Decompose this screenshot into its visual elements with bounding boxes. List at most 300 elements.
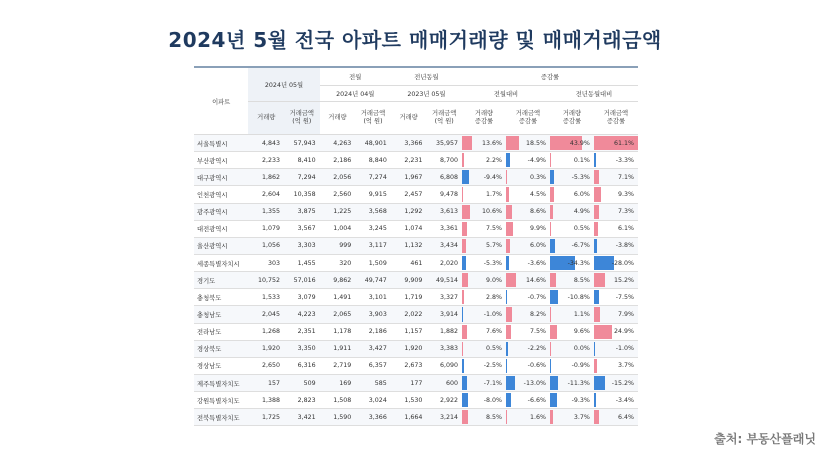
cell-a23-05: 6,090 xyxy=(426,357,462,374)
rate-value: -0.7% xyxy=(527,293,546,301)
table-row xyxy=(194,323,638,340)
cell-a23-05: 8,700 xyxy=(426,152,462,169)
rate-value: 2.8% xyxy=(485,293,502,301)
cell-yoy-a-rate xyxy=(594,220,638,237)
cell-a23-05: 2,020 xyxy=(426,254,462,271)
cell-mom-v-rate xyxy=(462,272,506,289)
cell-mom-v-rate xyxy=(462,409,506,426)
cell-v24-04: 1,178 xyxy=(320,323,356,340)
cell-yoy-v-rate xyxy=(550,392,594,409)
rate-value: -9.3% xyxy=(571,396,590,404)
rate-bar xyxy=(550,307,551,321)
volume-rate-col-header: 거래량 증감률 xyxy=(462,102,506,135)
cell-v23-05: 1,719 xyxy=(391,289,427,306)
rate-bar xyxy=(550,290,558,304)
cell-yoy-a-rate xyxy=(594,323,638,340)
cell-v24-04: 1,590 xyxy=(320,409,356,426)
region-name: 인천광역시 xyxy=(194,186,248,203)
rate-bar xyxy=(594,376,605,390)
cell-v24-04: 4,263 xyxy=(320,135,356,152)
rate-value: -2.5% xyxy=(483,362,502,370)
rate-value: -3.4% xyxy=(615,396,634,404)
cell-a23-05: 49,514 xyxy=(426,272,462,289)
cell-mom-a-rate xyxy=(506,152,550,169)
volume-col-header: 거래량 xyxy=(391,102,427,135)
cell-a24-05: 1,455 xyxy=(284,254,320,271)
rate-bar xyxy=(594,205,599,219)
rate-value: -0.9% xyxy=(571,362,590,370)
rate-bar xyxy=(462,170,469,184)
amount-col-header: 거래금액 (억 원) xyxy=(284,102,320,135)
rate-value: 3.7% xyxy=(618,362,634,370)
cell-yoy-v-rate xyxy=(550,357,594,374)
rate-value: 6.4% xyxy=(618,413,634,421)
rate-value: 43.9% xyxy=(569,139,590,147)
amount-rate-col-header: 거래금액 증감률 xyxy=(594,102,638,135)
rate-bar xyxy=(550,342,551,356)
cell-a24-04: 3,427 xyxy=(355,340,391,357)
rate-value: -7.1% xyxy=(483,379,502,387)
cell-v24-04: 2,056 xyxy=(320,169,356,186)
rate-value: 15.2% xyxy=(613,276,634,284)
rate-value: 0.1% xyxy=(573,156,590,164)
cell-mom-v-rate xyxy=(462,340,506,357)
cell-yoy-v-rate xyxy=(550,186,594,203)
rate-value: 0.3% xyxy=(529,173,546,181)
cell-a24-05: 3,079 xyxy=(284,289,320,306)
cell-a24-05: 3,350 xyxy=(284,340,320,357)
rate-bar xyxy=(550,410,553,424)
cell-v24-05: 1,388 xyxy=(248,392,284,409)
rate-bar xyxy=(506,205,512,219)
cell-v24-04: 320 xyxy=(320,254,356,271)
cell-yoy-a-rate xyxy=(594,272,638,289)
cell-yoy-a-rate xyxy=(594,289,638,306)
amount-col-header: 거래금액 (억 원) xyxy=(426,102,462,135)
rate-value: 9.0% xyxy=(485,276,502,284)
cell-v24-05: 1,862 xyxy=(248,169,284,186)
cell-mom-v-rate xyxy=(462,323,506,340)
cell-v24-05: 2,045 xyxy=(248,306,284,323)
rate-bar xyxy=(462,410,468,424)
region-name: 충청남도 xyxy=(194,306,248,323)
rate-value: 7.5% xyxy=(529,328,546,336)
table-row xyxy=(194,306,638,323)
cell-v24-04: 1,004 xyxy=(320,220,356,237)
cell-v24-04: 1,508 xyxy=(320,392,356,409)
cell-v23-05: 2,022 xyxy=(391,306,427,323)
cell-v24-04: 169 xyxy=(320,374,356,391)
region-name: 광주광역시 xyxy=(194,203,248,220)
rate-value: -1.0% xyxy=(615,345,634,353)
cell-v23-05: 1,292 xyxy=(391,203,427,220)
table-row xyxy=(194,220,638,237)
region-name: 충청북도 xyxy=(194,289,248,306)
cell-v24-04: 2,560 xyxy=(320,186,356,203)
cell-a24-04: 3,366 xyxy=(355,409,391,426)
rate-value: -11.3% xyxy=(567,379,590,387)
rate-bar xyxy=(550,239,555,253)
cell-mom-a-rate xyxy=(506,272,550,289)
cell-v24-05: 157 xyxy=(248,374,284,391)
cell-mom-v-rate xyxy=(462,203,506,220)
rate-value: -8.0% xyxy=(483,396,502,404)
cell-a24-04: 1,509 xyxy=(355,254,391,271)
source-credit: 출처: 부동산플래닛 xyxy=(714,432,816,446)
rate-value: -3.8% xyxy=(615,242,634,250)
cell-mom-v-rate xyxy=(462,135,506,152)
cell-mom-a-rate xyxy=(506,323,550,340)
cell-v24-05: 1,268 xyxy=(248,323,284,340)
cell-mom-v-rate xyxy=(462,186,506,203)
rate-value: 7.1% xyxy=(618,173,634,181)
cell-a24-04: 8,840 xyxy=(355,152,391,169)
april-2024-header: 2024년 04월 xyxy=(320,86,391,102)
cell-a24-04: 6,357 xyxy=(355,357,391,374)
rate-value: 1.1% xyxy=(573,310,590,318)
apartment-trade-table xyxy=(194,66,638,426)
cell-a24-04: 48,901 xyxy=(355,135,391,152)
table-row xyxy=(194,357,638,374)
cell-a24-05: 7,294 xyxy=(284,169,320,186)
rate-bar xyxy=(594,393,596,407)
rate-bar xyxy=(462,393,468,407)
cell-v24-04: 2,065 xyxy=(320,306,356,323)
table-row xyxy=(194,254,638,271)
table-row xyxy=(194,289,638,306)
rate-bar xyxy=(594,187,601,201)
prev-year-month-header: 전년동월 xyxy=(391,67,462,86)
cell-v24-05: 2,233 xyxy=(248,152,284,169)
region-name: 제주특별자치도 xyxy=(194,374,248,391)
cell-v24-05: 1,725 xyxy=(248,409,284,426)
cell-v24-05: 1,533 xyxy=(248,289,284,306)
rate-bar xyxy=(506,342,508,356)
rate-value: 6.1% xyxy=(618,225,634,233)
cell-a24-05: 8,410 xyxy=(284,152,320,169)
cell-v24-05: 10,752 xyxy=(248,272,284,289)
prev-month-header: 전월 xyxy=(320,67,391,86)
table-body xyxy=(194,135,638,426)
rate-value: 61.1% xyxy=(613,139,634,147)
cell-v23-05: 3,366 xyxy=(391,135,427,152)
rate-value: -15.2% xyxy=(611,379,634,387)
rate-value: -5.3% xyxy=(571,173,590,181)
rate-value: -0.6% xyxy=(527,362,546,370)
cell-a23-05: 6,808 xyxy=(426,169,462,186)
rate-bar xyxy=(594,153,596,167)
rate-value: -1.0% xyxy=(483,310,502,318)
rate-bar xyxy=(506,239,510,253)
cell-a24-05: 57,016 xyxy=(284,272,320,289)
cell-yoy-a-rate xyxy=(594,186,638,203)
cell-mom-a-rate xyxy=(506,169,550,186)
rate-bar xyxy=(506,307,512,321)
cell-mom-v-rate xyxy=(462,152,506,169)
cell-yoy-a-rate xyxy=(594,203,638,220)
rate-value: -3.3% xyxy=(615,156,634,164)
rate-bar xyxy=(462,359,464,373)
cell-yoy-a-rate xyxy=(594,169,638,186)
cell-yoy-a-rate xyxy=(594,306,638,323)
cell-yoy-v-rate xyxy=(550,254,594,271)
region-name: 경상남도 xyxy=(194,357,248,374)
rate-value: -28.0% xyxy=(611,259,634,267)
cell-mom-v-rate xyxy=(462,237,506,254)
cell-mom-a-rate xyxy=(506,135,550,152)
region-name: 경기도 xyxy=(194,272,248,289)
rate-value: 14.6% xyxy=(525,276,546,284)
rate-value: 2.2% xyxy=(485,156,502,164)
cell-a23-05: 3,327 xyxy=(426,289,462,306)
cell-a24-05: 2,351 xyxy=(284,323,320,340)
rate-value: 4.9% xyxy=(573,208,590,216)
cell-v24-04: 2,186 xyxy=(320,152,356,169)
change-rate-header: 증감률 xyxy=(462,67,638,86)
rate-value: -13.0% xyxy=(523,379,546,387)
rate-bar xyxy=(462,222,467,236)
volume-col-header: 거래량 xyxy=(248,102,284,135)
rate-bar xyxy=(506,393,511,407)
rate-bar xyxy=(506,290,507,304)
region-name: 서울특별시 xyxy=(194,135,248,152)
cell-a24-05: 2,823 xyxy=(284,392,320,409)
region-name: 강원특별자치도 xyxy=(194,392,248,409)
rate-value: 7.5% xyxy=(485,225,502,233)
rate-value: 8.6% xyxy=(529,208,546,216)
cell-v24-04: 1,225 xyxy=(320,203,356,220)
cell-a24-04: 585 xyxy=(355,374,391,391)
rate-value: 7.9% xyxy=(618,310,634,318)
cell-a24-05: 10,358 xyxy=(284,186,320,203)
table-row xyxy=(194,135,638,152)
rate-value: -9.4% xyxy=(483,173,502,181)
rate-bar xyxy=(550,359,551,373)
table-row xyxy=(194,392,638,409)
cell-mom-a-rate xyxy=(506,289,550,306)
rate-bar xyxy=(550,273,556,287)
rate-bar xyxy=(550,153,551,167)
rate-value: -4.9% xyxy=(527,156,546,164)
cell-a24-05: 4,223 xyxy=(284,306,320,323)
cell-mom-a-rate xyxy=(506,306,550,323)
cell-yoy-a-rate xyxy=(594,254,638,271)
cell-mom-a-rate xyxy=(506,203,550,220)
rate-value: 1.7% xyxy=(485,190,502,198)
rate-value: -34.3% xyxy=(567,259,590,267)
region-name: 전라남도 xyxy=(194,323,248,340)
rate-value: 6.0% xyxy=(573,190,590,198)
cell-v23-05: 1,920 xyxy=(391,340,427,357)
region-name: 세종특별자치시 xyxy=(194,254,248,271)
cell-mom-a-rate xyxy=(506,254,550,271)
cell-yoy-a-rate xyxy=(594,237,638,254)
region-name: 울산광역시 xyxy=(194,237,248,254)
cell-mom-v-rate xyxy=(462,254,506,271)
cell-yoy-a-rate xyxy=(594,409,638,426)
cell-a24-05: 57,943 xyxy=(284,135,320,152)
rate-bar xyxy=(594,325,612,339)
rate-value: 7.3% xyxy=(618,208,634,216)
rate-bar xyxy=(506,410,507,424)
rate-value: 9.9% xyxy=(529,225,546,233)
table-row xyxy=(194,374,638,391)
vs-prev-year-month-header: 전년동월대비 xyxy=(550,86,638,102)
cell-a23-05: 2,922 xyxy=(426,392,462,409)
cell-a24-04: 3,568 xyxy=(355,203,391,220)
cell-a23-05: 35,957 xyxy=(426,135,462,152)
rate-bar xyxy=(462,307,463,321)
rate-bar xyxy=(462,376,467,390)
cell-yoy-v-rate xyxy=(550,152,594,169)
cell-mom-v-rate xyxy=(462,289,506,306)
cell-v23-05: 2,457 xyxy=(391,186,427,203)
cell-mom-a-rate xyxy=(506,392,550,409)
rate-bar xyxy=(462,239,466,253)
current-month-header: 2024년 05월 xyxy=(248,67,319,102)
table-row xyxy=(194,272,638,289)
cell-a24-04: 9,915 xyxy=(355,186,391,203)
cell-mom-a-rate xyxy=(506,340,550,357)
rate-bar xyxy=(506,222,513,236)
cell-v24-04: 1,491 xyxy=(320,289,356,306)
rate-bar xyxy=(506,273,517,287)
cell-a24-04: 49,747 xyxy=(355,272,391,289)
cell-v23-05: 1,157 xyxy=(391,323,427,340)
cell-a24-05: 3,303 xyxy=(284,237,320,254)
cell-a24-05: 509 xyxy=(284,374,320,391)
rate-value: 10.6% xyxy=(481,208,502,216)
cell-yoy-v-rate xyxy=(550,272,594,289)
region-name: 부산광역시 xyxy=(194,152,248,169)
cell-a23-05: 9,478 xyxy=(426,186,462,203)
cell-yoy-v-rate xyxy=(550,306,594,323)
cell-v24-05: 1,355 xyxy=(248,203,284,220)
cell-v24-04: 999 xyxy=(320,237,356,254)
cell-mom-a-rate xyxy=(506,357,550,374)
cell-mom-a-rate xyxy=(506,220,550,237)
rate-value: 8.2% xyxy=(529,310,546,318)
table-row xyxy=(194,409,638,426)
rate-value: 9.3% xyxy=(618,190,634,198)
rate-bar xyxy=(550,170,554,184)
cell-mom-v-rate xyxy=(462,374,506,391)
rate-bar xyxy=(462,136,472,150)
cell-v23-05: 1,967 xyxy=(391,169,427,186)
cell-v23-05: 9,909 xyxy=(391,272,427,289)
table-row xyxy=(194,203,638,220)
rate-bar xyxy=(594,359,597,373)
rate-value: 8.5% xyxy=(485,413,502,421)
rate-bar xyxy=(594,410,599,424)
rate-bar xyxy=(594,307,600,321)
rate-value: 8.5% xyxy=(573,276,590,284)
cell-a23-05: 3,214 xyxy=(426,409,462,426)
rate-value: -7.5% xyxy=(615,293,634,301)
cell-mom-a-rate xyxy=(506,374,550,391)
rate-bar xyxy=(462,342,463,356)
cell-a23-05: 600 xyxy=(426,374,462,391)
rate-bar xyxy=(462,153,464,167)
cell-a24-05: 3,567 xyxy=(284,220,320,237)
cell-mom-v-rate xyxy=(462,306,506,323)
cell-v24-04: 9,862 xyxy=(320,272,356,289)
rate-value: 5.7% xyxy=(485,242,502,250)
rate-value: -6.7% xyxy=(571,242,590,250)
rate-value: 4.5% xyxy=(529,190,546,198)
cell-a24-05: 3,421 xyxy=(284,409,320,426)
cell-v23-05: 177 xyxy=(391,374,427,391)
cell-yoy-v-rate xyxy=(550,340,594,357)
rate-bar xyxy=(594,170,599,184)
rate-value: -6.6% xyxy=(527,396,546,404)
table-row xyxy=(194,340,638,357)
cell-yoy-v-rate xyxy=(550,203,594,220)
rate-value: -3.6% xyxy=(527,259,546,267)
cell-a23-05: 3,914 xyxy=(426,306,462,323)
cell-yoy-a-rate xyxy=(594,392,638,409)
table-row xyxy=(194,152,638,169)
rate-bar xyxy=(550,187,554,201)
cell-v23-05: 1,074 xyxy=(391,220,427,237)
rate-bar xyxy=(550,205,554,219)
cell-a23-05: 3,613 xyxy=(426,203,462,220)
cell-yoy-v-rate xyxy=(550,135,594,152)
rate-value: 6.0% xyxy=(529,242,546,250)
cell-a24-04: 3,903 xyxy=(355,306,391,323)
rate-bar xyxy=(594,342,595,356)
cell-a24-04: 3,245 xyxy=(355,220,391,237)
cell-yoy-v-rate xyxy=(550,323,594,340)
cell-a23-05: 1,882 xyxy=(426,323,462,340)
cell-v24-05: 1,079 xyxy=(248,220,284,237)
rate-bar xyxy=(506,325,511,339)
rate-bar xyxy=(462,256,466,270)
rate-bar xyxy=(506,153,510,167)
cell-yoy-v-rate xyxy=(550,409,594,426)
region-header: 이파트 xyxy=(194,67,248,135)
cell-a23-05: 3,361 xyxy=(426,220,462,237)
cell-v24-04: 2,719 xyxy=(320,357,356,374)
cell-v23-05: 1,664 xyxy=(391,409,427,426)
rate-value: -2.2% xyxy=(527,345,546,353)
region-name: 대전광역시 xyxy=(194,220,248,237)
cell-a24-04: 2,186 xyxy=(355,323,391,340)
cell-v23-05: 2,231 xyxy=(391,152,427,169)
cell-mom-a-rate xyxy=(506,186,550,203)
cell-v24-05: 1,056 xyxy=(248,237,284,254)
rate-bar xyxy=(594,290,599,304)
region-name: 경상북도 xyxy=(194,340,248,357)
rate-bar xyxy=(506,359,507,373)
rate-value: 0.0% xyxy=(573,345,590,353)
volume-rate-col-header: 거래량 증감률 xyxy=(550,102,594,135)
table-row xyxy=(194,237,638,254)
cell-a24-04: 3,117 xyxy=(355,237,391,254)
cell-v24-05: 4,843 xyxy=(248,135,284,152)
rate-bar xyxy=(594,273,605,287)
rate-value: 0.5% xyxy=(485,345,502,353)
cell-v24-05: 2,604 xyxy=(248,186,284,203)
cell-mom-a-rate xyxy=(506,409,550,426)
cell-v23-05: 2,673 xyxy=(391,357,427,374)
rate-value: -10.8% xyxy=(567,293,590,301)
rate-bar xyxy=(550,393,557,407)
cell-mom-a-rate xyxy=(506,237,550,254)
cell-a24-05: 3,875 xyxy=(284,203,320,220)
rate-value: 1.6% xyxy=(529,413,546,421)
cell-yoy-a-rate xyxy=(594,340,638,357)
